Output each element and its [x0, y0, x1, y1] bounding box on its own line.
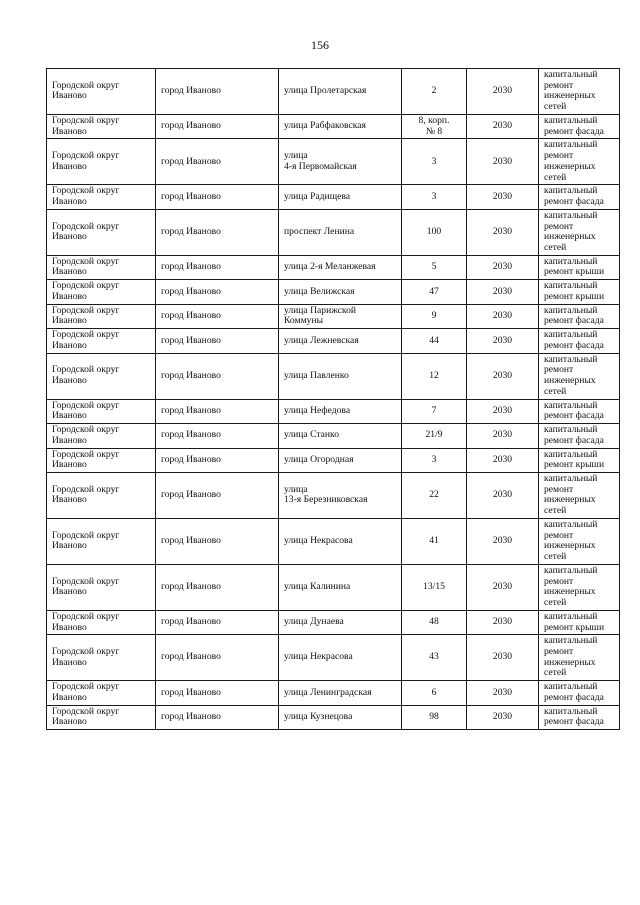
cell-work-type — [539, 472, 620, 518]
cell-work-type-text: капитальный ремонт фасада — [544, 399, 604, 422]
cell-year — [467, 472, 539, 518]
cell-year — [467, 209, 539, 255]
cell-year-text: 2030 — [492, 711, 513, 723]
cell-city — [156, 255, 279, 279]
cell-house-number — [402, 209, 467, 255]
cell-okrug-text: Городской округ Иваново — [52, 329, 120, 351]
records-table — [46, 68, 620, 730]
cell-okrug — [47, 610, 156, 634]
cell-house-number-text: 12 — [429, 369, 439, 381]
cell-work-type — [539, 69, 620, 115]
cell-street-text: улица Парижской Коммуны — [284, 304, 357, 327]
table-row — [47, 705, 620, 729]
cell-work-type — [539, 518, 620, 564]
cell-okrug-text: Городской округ Иваново — [52, 255, 120, 278]
cell-street — [279, 139, 402, 185]
cell-street-text: улица Велижская — [284, 285, 355, 297]
cell-year — [467, 255, 539, 279]
cell-street-text: улица Кузнецова — [284, 711, 353, 723]
table-row — [47, 139, 620, 185]
cell-work-type-text: капитальный ремонт инженерных сетей — [544, 635, 598, 679]
cell-street-text: улица Павленко — [284, 369, 349, 381]
cell-house-number-text: 9 — [431, 310, 437, 322]
cell-city-text: город Иваново — [161, 285, 221, 297]
cell-work-type — [539, 255, 620, 279]
cell-work-type — [539, 185, 620, 209]
cell-city — [156, 472, 279, 518]
cell-work-type-text: капитальный ремонт фасада — [544, 681, 604, 703]
cell-year-text: 2030 — [492, 120, 513, 132]
cell-year-text: 2030 — [492, 686, 513, 698]
cell-house-number-text: 3 — [431, 155, 437, 167]
cell-okrug-text: Городской округ Иваново — [52, 304, 120, 327]
cell-city — [156, 114, 279, 138]
cell-city — [156, 424, 279, 448]
cell-house-number-text: 3 — [431, 190, 437, 202]
cell-street — [279, 635, 402, 681]
cell-city-text: город Иваново — [161, 261, 221, 273]
cell-year-text: 2030 — [492, 580, 513, 592]
cell-year-text: 2030 — [492, 651, 513, 663]
cell-house-number-text: 44 — [429, 334, 439, 346]
cell-city-text: город Иваново — [161, 155, 221, 167]
cell-house-number-text: 41 — [429, 535, 439, 546]
cell-house-number-text: 48 — [429, 616, 439, 628]
cell-house-number — [402, 255, 467, 279]
cell-work-type-text: капитальный ремонт инженерных сетей — [544, 209, 598, 254]
cell-city — [156, 610, 279, 634]
cell-year-text: 2030 — [492, 155, 513, 167]
cell-street-text: улица Радищева — [284, 190, 351, 202]
cell-city-text: город Иваново — [161, 535, 221, 546]
cell-okrug — [47, 114, 156, 138]
cell-city — [156, 635, 279, 681]
cell-street — [279, 185, 402, 209]
cell-street — [279, 209, 402, 255]
cell-house-number — [402, 304, 467, 328]
cell-street — [279, 353, 402, 399]
cell-year — [467, 705, 539, 729]
cell-city-text: город Иваново — [161, 310, 221, 322]
cell-street-text: улица Рабфаковская — [284, 120, 366, 132]
cell-city-text: город Иваново — [161, 711, 221, 723]
cell-work-type-text: капитальный ремонт инженерных сетей — [544, 472, 598, 517]
cell-year — [467, 681, 539, 705]
cell-house-number-text: 13/15 — [423, 580, 445, 592]
cell-street-text: улица Некрасова — [284, 535, 353, 546]
cell-city — [156, 705, 279, 729]
table-row — [47, 185, 620, 209]
table-row — [47, 209, 620, 255]
cell-okrug — [47, 209, 156, 255]
cell-work-type-text: капитальный ремонт фасада — [544, 304, 604, 327]
cell-okrug-text: Городской округ Иваново — [52, 150, 120, 172]
cell-year-text: 2030 — [492, 429, 513, 441]
cell-city-text: город Иваново — [161, 225, 221, 237]
cell-house-number-text: 100 — [426, 225, 442, 237]
cell-okrug — [47, 424, 156, 448]
cell-work-type-text: капитальный ремонт крыши — [544, 280, 605, 302]
cell-year — [467, 448, 539, 472]
cell-okrug — [47, 69, 156, 115]
cell-okrug — [47, 185, 156, 209]
cell-year — [467, 518, 539, 564]
cell-okrug-text: Городской округ Иваново — [52, 529, 120, 552]
page-number: 156 — [311, 38, 329, 52]
cell-year-text: 2030 — [492, 190, 513, 202]
cell-year-text: 2030 — [492, 334, 513, 346]
cell-street — [279, 399, 402, 423]
cell-street — [279, 564, 402, 610]
cell-year — [467, 139, 539, 185]
cell-work-type — [539, 705, 620, 729]
cell-city-text: город Иваново — [161, 190, 221, 202]
cell-house-number-text: 8, корп. № 8 — [418, 114, 450, 137]
cell-house-number-text: 6 — [431, 686, 437, 698]
cell-year — [467, 635, 539, 681]
cell-house-number — [402, 280, 467, 304]
cell-year-text: 2030 — [492, 225, 513, 237]
cell-street-text: улица Дунаева — [284, 616, 344, 628]
cell-okrug-text: Городской округ Иваново — [52, 424, 120, 446]
table-row — [47, 280, 620, 304]
cell-year — [467, 114, 539, 138]
cell-okrug-text: Городской округ Иваново — [52, 483, 120, 506]
cell-city-text: город Иваново — [161, 429, 221, 441]
cell-okrug — [47, 304, 156, 328]
cell-work-type — [539, 399, 620, 423]
cell-street — [279, 255, 402, 279]
cell-city-text: город Иваново — [161, 686, 221, 698]
cell-year — [467, 280, 539, 304]
cell-city-text: город Иваново — [161, 651, 221, 663]
cell-street-text: улица Станко — [284, 429, 340, 441]
cell-okrug-text: Городской округ Иваново — [52, 399, 120, 422]
cell-year-text: 2030 — [492, 404, 513, 416]
cell-work-type-text: капитальный ремонт фасада — [544, 424, 604, 446]
cell-street-text: улица Ленинградская — [284, 686, 372, 698]
cell-okrug — [47, 448, 156, 472]
cell-street — [279, 424, 402, 448]
cell-okrug — [47, 353, 156, 399]
cell-house-number-text: 7 — [431, 404, 437, 416]
cell-street-text: улица 2-я Меланжевая — [284, 261, 376, 273]
cell-year-text: 2030 — [492, 616, 513, 628]
cell-street — [279, 69, 402, 115]
cell-street-text: проспект Ленина — [284, 225, 355, 237]
cell-house-number — [402, 69, 467, 115]
cell-house-number-text: 22 — [429, 489, 439, 501]
cell-okrug — [47, 518, 156, 564]
table-row — [47, 69, 620, 115]
cell-work-type-text: капитальный ремонт крыши — [544, 448, 605, 471]
cell-work-type — [539, 139, 620, 185]
cell-city — [156, 139, 279, 185]
cell-work-type-text: капитальный ремонт фасада — [544, 705, 604, 728]
cell-okrug-text: Городской округ Иваново — [52, 681, 120, 703]
cell-city — [156, 280, 279, 304]
cell-year-text: 2030 — [492, 453, 513, 465]
cell-work-type-text: капитальный ремонт инженерных сетей — [544, 139, 598, 183]
table-row — [47, 114, 620, 138]
cell-house-number — [402, 564, 467, 610]
cell-city-text: город Иваново — [161, 85, 221, 97]
cell-city — [156, 448, 279, 472]
table-row — [47, 518, 620, 564]
cell-house-number — [402, 353, 467, 399]
cell-work-type-text: капитальный ремонт фасада — [544, 114, 604, 137]
cell-house-number-text: 21/9 — [425, 429, 443, 441]
cell-okrug-text: Городской округ Иваново — [52, 448, 120, 471]
cell-street-text: улица Огородная — [284, 453, 354, 465]
cell-okrug — [47, 329, 156, 353]
cell-year — [467, 424, 539, 448]
cell-okrug — [47, 472, 156, 518]
records-table-body — [47, 69, 620, 730]
cell-okrug-text: Городской округ Иваново — [52, 575, 120, 598]
cell-city-text: город Иваново — [161, 453, 221, 465]
cell-street-text: улица 13-я Березниковская — [284, 483, 368, 506]
cell-city — [156, 681, 279, 705]
cell-city — [156, 353, 279, 399]
cell-house-number — [402, 610, 467, 634]
cell-year-text: 2030 — [492, 369, 513, 381]
cell-okrug — [47, 681, 156, 705]
table-row — [47, 448, 620, 472]
cell-house-number — [402, 329, 467, 353]
cell-house-number — [402, 424, 467, 448]
cell-work-type-text: капитальный ремонт крыши — [544, 255, 605, 278]
cell-house-number-text: 3 — [431, 453, 437, 465]
cell-house-number — [402, 518, 467, 564]
cell-city-text: город Иваново — [161, 120, 221, 132]
table-row — [47, 424, 620, 448]
cell-house-number-text: 47 — [429, 285, 439, 297]
cell-year — [467, 564, 539, 610]
cell-city — [156, 329, 279, 353]
cell-okrug-text: Городской округ Иваново — [52, 79, 120, 102]
cell-street — [279, 681, 402, 705]
cell-work-type-text: капитальный ремонт инженерных сетей — [544, 518, 598, 563]
cell-street — [279, 610, 402, 634]
cell-okrug-text: Городской округ Иваново — [52, 114, 120, 137]
cell-house-number — [402, 472, 467, 518]
cell-year-text: 2030 — [492, 261, 513, 273]
cell-work-type-text: капитальный ремонт инженерных сетей — [544, 564, 598, 609]
cell-year — [467, 399, 539, 423]
cell-work-type — [539, 280, 620, 304]
cell-city — [156, 209, 279, 255]
cell-year — [467, 329, 539, 353]
cell-okrug — [47, 280, 156, 304]
cell-work-type — [539, 329, 620, 353]
cell-work-type — [539, 353, 620, 399]
cell-year-text: 2030 — [492, 535, 513, 546]
cell-house-number — [402, 114, 467, 138]
cell-house-number — [402, 635, 467, 681]
cell-city-text: город Иваново — [161, 369, 221, 381]
cell-street — [279, 114, 402, 138]
table-row — [47, 681, 620, 705]
cell-city-text: город Иваново — [161, 404, 221, 416]
cell-okrug-text: Городской округ Иваново — [52, 364, 120, 387]
table-row — [47, 304, 620, 328]
cell-house-number-text: 43 — [429, 651, 439, 663]
cell-street — [279, 518, 402, 564]
cell-street — [279, 280, 402, 304]
cell-okrug-text: Городской округ Иваново — [52, 280, 120, 302]
cell-okrug-text: Городской округ Иваново — [52, 185, 120, 208]
cell-work-type — [539, 681, 620, 705]
cell-work-type — [539, 304, 620, 328]
cell-city-text: город Иваново — [161, 580, 221, 592]
cell-house-number — [402, 681, 467, 705]
cell-street-text: улица Лежневская — [284, 334, 359, 346]
cell-year-text: 2030 — [492, 85, 513, 97]
cell-year — [467, 185, 539, 209]
cell-work-type — [539, 448, 620, 472]
cell-year — [467, 304, 539, 328]
cell-work-type — [539, 209, 620, 255]
table-row — [47, 472, 620, 518]
cell-street-text: улица Пролетарская — [284, 85, 367, 97]
cell-city — [156, 185, 279, 209]
cell-house-number — [402, 185, 467, 209]
table-row — [47, 564, 620, 610]
cell-work-type — [539, 635, 620, 681]
cell-city — [156, 564, 279, 610]
cell-city — [156, 399, 279, 423]
cell-house-number — [402, 399, 467, 423]
cell-street-text: улица Калинина — [284, 580, 351, 592]
cell-street-text: улица 4-я Первомайская — [284, 150, 357, 172]
table-row — [47, 353, 620, 399]
cell-work-type — [539, 610, 620, 634]
cell-okrug — [47, 399, 156, 423]
cell-work-type — [539, 114, 620, 138]
cell-street — [279, 472, 402, 518]
cell-work-type-text: капитальный ремонт фасада — [544, 185, 604, 208]
table-row — [47, 610, 620, 634]
cell-year-text: 2030 — [492, 489, 513, 501]
cell-okrug — [47, 705, 156, 729]
cell-city — [156, 304, 279, 328]
cell-okrug — [47, 564, 156, 610]
cell-city-text: город Иваново — [161, 489, 221, 501]
cell-year — [467, 353, 539, 399]
cell-work-type-text: капитальный ремонт фасада — [544, 329, 604, 351]
cell-city-text: город Иваново — [161, 616, 221, 628]
cell-year-text: 2030 — [492, 310, 513, 322]
cell-okrug — [47, 255, 156, 279]
table-row — [47, 399, 620, 423]
cell-street-text: улица Нефедова — [284, 404, 351, 416]
cell-house-number-text: 98 — [429, 711, 439, 723]
cell-okrug — [47, 635, 156, 681]
cell-year-text: 2030 — [492, 285, 513, 297]
cell-city — [156, 69, 279, 115]
cell-house-number-text: 2 — [431, 85, 437, 97]
table-row — [47, 635, 620, 681]
cell-okrug — [47, 139, 156, 185]
cell-city — [156, 518, 279, 564]
cell-street — [279, 304, 402, 328]
table-row — [47, 329, 620, 353]
cell-work-type-text: капитальный ремонт инженерных сетей — [544, 69, 598, 113]
cell-house-number — [402, 448, 467, 472]
cell-house-number — [402, 705, 467, 729]
cell-year — [467, 610, 539, 634]
cell-street — [279, 705, 402, 729]
cell-work-type-text: капитальный ремонт инженерных сетей — [544, 353, 598, 397]
cell-okrug-text: Городской округ Иваново — [52, 645, 120, 668]
cell-street — [279, 448, 402, 472]
cell-okrug-text: Городской округ Иваново — [52, 610, 120, 633]
cell-year — [467, 69, 539, 115]
cell-city-text: город Иваново — [161, 334, 221, 346]
cell-okrug-text: Городской округ Иваново — [52, 220, 120, 243]
cell-street-text: улица Некрасова — [284, 651, 353, 663]
cell-work-type — [539, 424, 620, 448]
cell-house-number-text: 5 — [431, 261, 437, 273]
cell-work-type-text: капитальный ремонт крыши — [544, 610, 605, 633]
cell-house-number — [402, 139, 467, 185]
table-row — [47, 255, 620, 279]
cell-okrug-text: Городской округ Иваново — [52, 705, 120, 728]
cell-street — [279, 329, 402, 353]
cell-work-type — [539, 564, 620, 610]
